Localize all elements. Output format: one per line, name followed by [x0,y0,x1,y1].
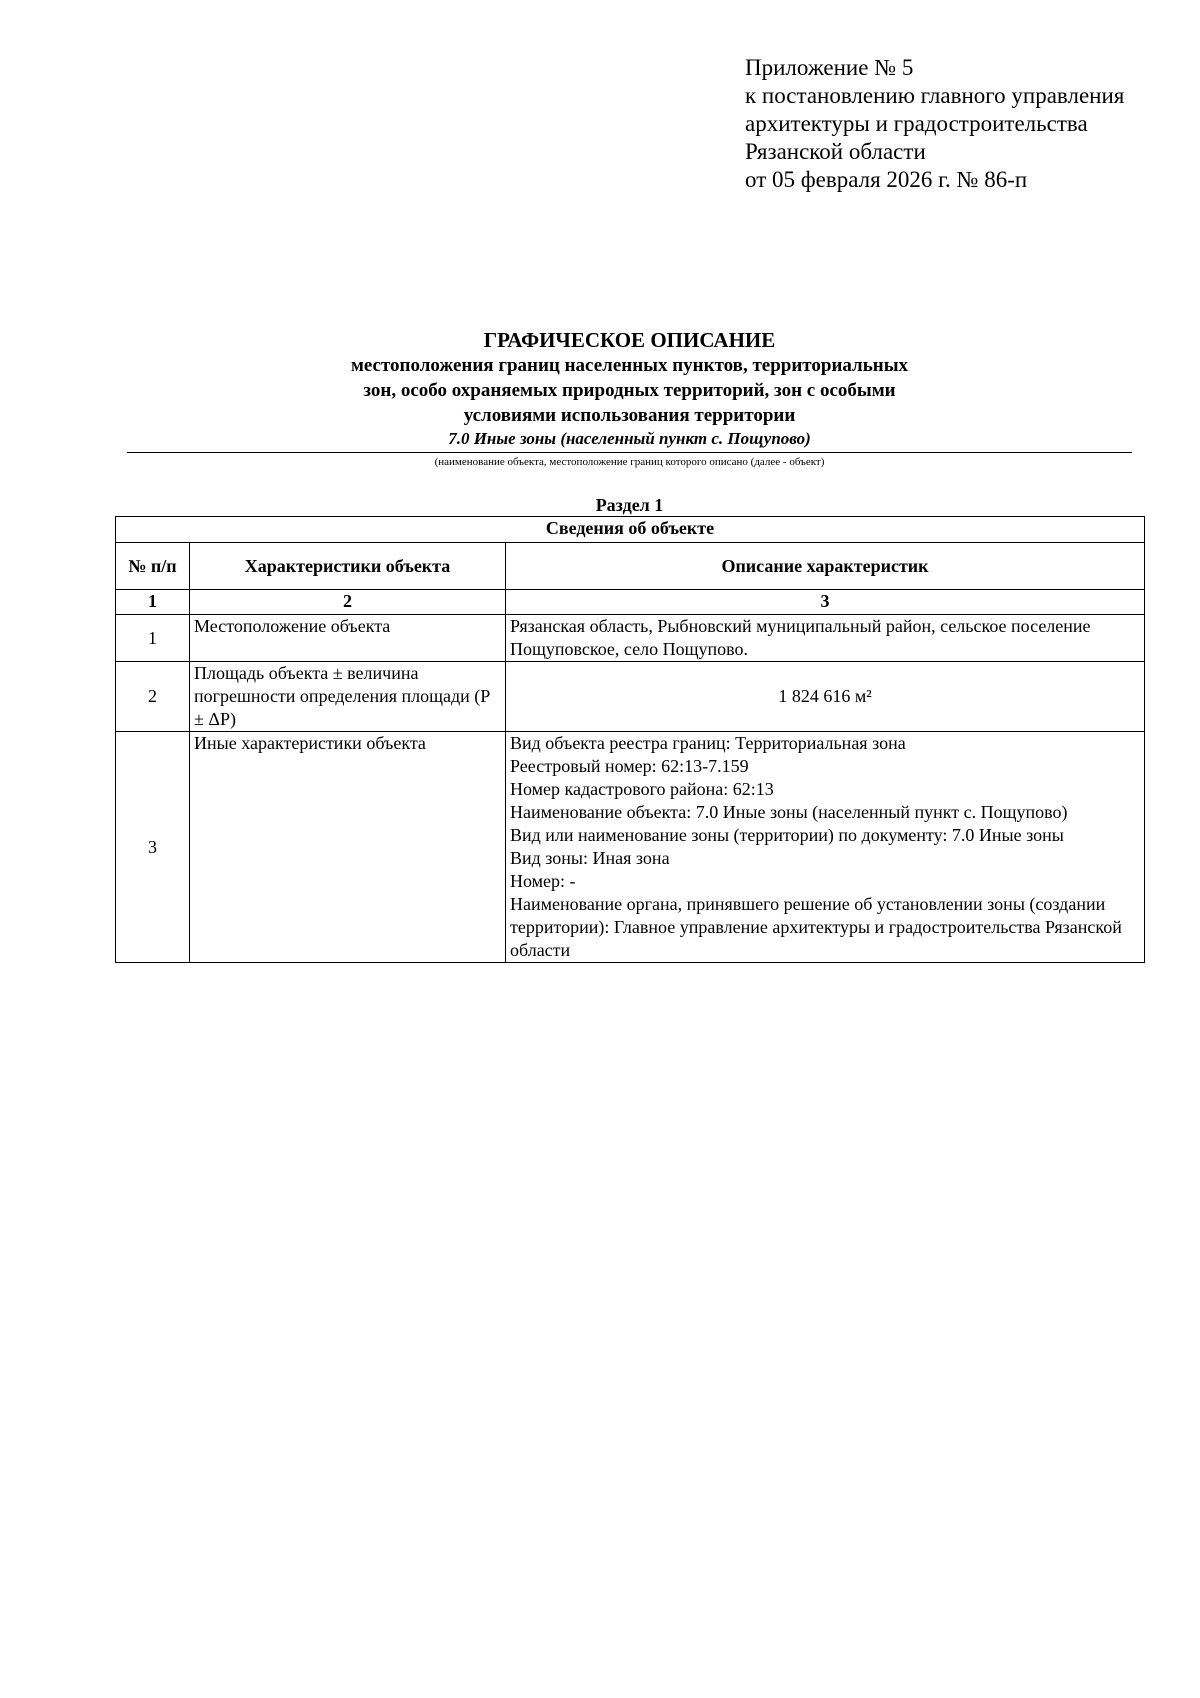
row-number: 2 [116,662,190,732]
document-title-block [127,328,1132,470]
table-row [116,615,1145,662]
description-line: Вид объекта реестра границ: Территориальная зона [510,733,906,753]
description-line: Вид или наименование зоны (территории) по документу: 7.0 Иные зоны [510,825,1064,845]
row-characteristic: Иные характеристики объекта [190,732,506,963]
row-characteristic: Площадь объекта ± величина погрешности определения площади (P ± ΔP) [190,662,506,732]
row-description: 1 824 616 м² [506,662,1145,732]
appendix-header [745,54,1124,194]
title-underline [127,452,1132,453]
row-characteristic: Местоположение объекта [190,615,506,662]
row-number: 1 [116,615,190,662]
object-info-table [115,516,1145,963]
appendix-number: Приложение № 5 [745,55,914,80]
table-row [116,662,1145,732]
column-index-row [116,590,1145,615]
document-subtitle-line: условиями использования территории [463,405,796,426]
appendix-ref-line: Рязанской области [745,139,926,164]
row-description [506,732,1145,963]
description-line: Наименование объекта: 7.0 Иные зоны (населенный пункт с. Пощупово) [510,802,1068,822]
table-row [116,732,1145,963]
description-line: Наименование органа, принявшего решение об установлении зоны (создании территории): Главное управление архитектуры и градостроительства Рязанской области [510,894,1122,960]
table-title-row [116,517,1145,543]
description-line: Номер: - [510,871,576,891]
object-name: 7.0 Иные зоны (населенный пункт с. Пощупово) [448,429,811,448]
document-subtitle-line: зон, особо охраняемых природных территорий, зон с особыми [363,380,896,401]
section-title: Раздел 1 [595,495,664,515]
appendix-ref-line: архитектуры и градостроительства [745,111,1088,136]
object-name-caption: (наименование объекта, местоположение границ которого описано (далее - объект) [434,456,825,468]
header-characteristic: Характеристики объекта [190,543,506,590]
document-subtitle-line: местоположения границ населенных пунктов, территориальных [350,355,909,376]
description-line: Номер кадастрового района: 62:13 [510,779,774,799]
header-description: Описание характеристик [506,543,1145,590]
column-index: 2 [190,590,506,615]
table-header-row [116,543,1145,590]
row-description: Рязанская область, Рыбновский муниципальный район, сельское поселение Пощуповское, село Пощупово. [506,615,1145,662]
document-title: ГРАФИЧЕСКОЕ ОПИСАНИЕ [483,328,776,352]
column-index: 1 [116,590,190,615]
appendix-date: от 05 февраля 2026 г. № 86-п [745,167,1028,192]
header-num: № п/п [116,543,190,590]
description-line: Реестровый номер: 62:13-7.159 [510,756,749,776]
table-title: Сведения об объекте [116,517,1145,543]
description-line: Вид зоны: Иная зона [510,848,670,868]
column-index: 3 [506,590,1145,615]
row-number: 3 [116,732,190,963]
appendix-ref-line: к постановлению главного управления [745,83,1125,108]
